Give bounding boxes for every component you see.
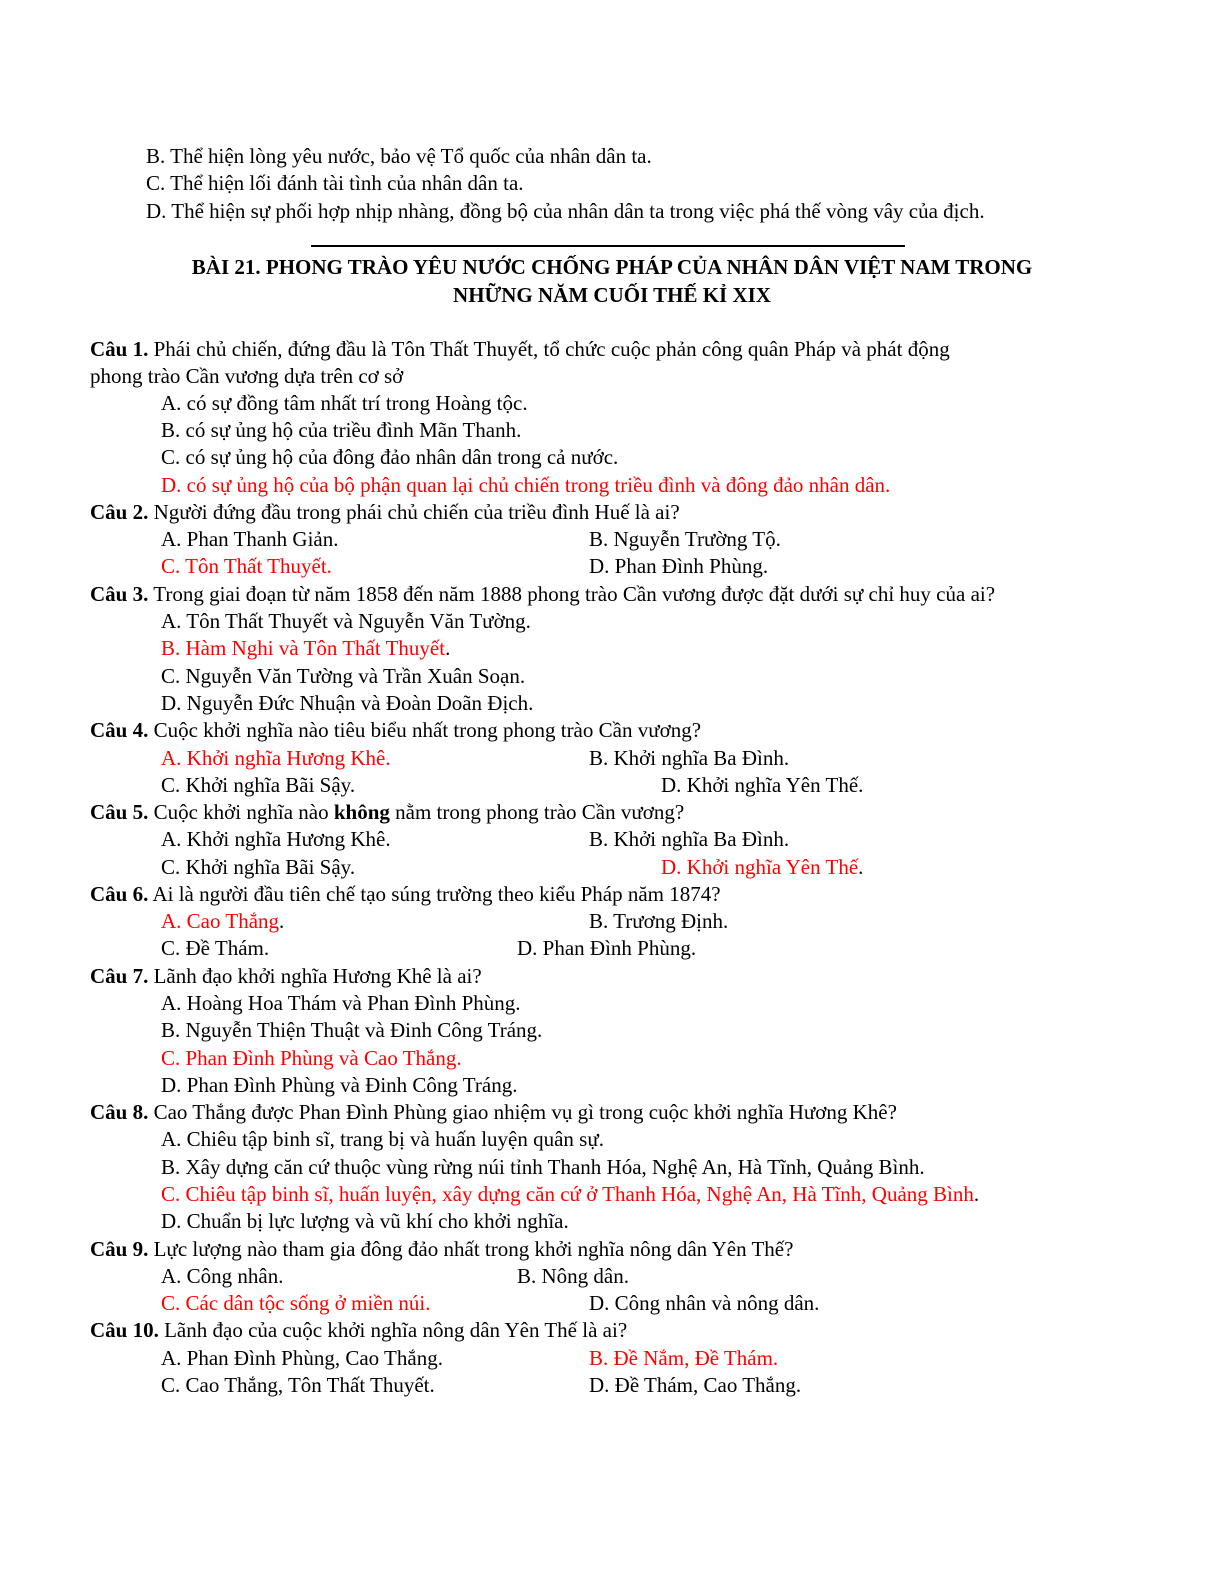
option: C. có sự ủng hộ của đông đảo nhân dân trong cả nước. bbox=[161, 445, 619, 469]
trailing-period: . bbox=[445, 636, 451, 660]
question-label: Câu 1. bbox=[90, 337, 149, 361]
question-10 bbox=[90, 1317, 627, 1344]
option: A. Chiêu tập binh sĩ, trang bị và huấn luyện quân sự. bbox=[161, 1127, 604, 1151]
correct-option: B. Hàm Nghi và Tôn Thất Thuyết bbox=[161, 636, 446, 660]
question-text: Lãnh đạo khởi nghĩa Hương Khê là ai? bbox=[148, 964, 482, 988]
option: D. Chuẩn bị lực lượng và vũ khí cho khởi nghĩa. bbox=[161, 1209, 569, 1233]
question-9 bbox=[90, 1236, 793, 1263]
option: D. Phan Đình Phùng và Đinh Công Tráng. bbox=[161, 1073, 518, 1097]
question-text: Cuộc khởi nghĩa nào tiêu biểu nhất trong phong trào Cần vương? bbox=[148, 718, 702, 742]
option: C. Nguyễn Văn Tường và Trần Xuân Soạn. bbox=[161, 664, 526, 688]
section-divider bbox=[311, 245, 905, 247]
question-text: Người đứng đầu trong phái chủ chiến của triều đình Huế là ai? bbox=[148, 500, 680, 524]
option: D. Đề Thám, Cao Thắng. bbox=[589, 1373, 802, 1397]
question-2 bbox=[90, 499, 680, 526]
question-text: Phái chủ chiến, đứng đầu là Tôn Thất Thuyết, tổ chức cuộc phản công quân Pháp và phát động bbox=[148, 337, 950, 361]
option: B. Xây dựng căn cứ thuộc vùng rừng núi tỉnh Thanh Hóa, Nghệ An, Hà Tĩnh, Quảng Bình. bbox=[161, 1155, 925, 1179]
question-1 bbox=[90, 336, 950, 363]
question-text: Trong giai đoạn từ năm 1858 đến năm 1888 phong trào Cần vương được đặt dưới sự chỉ huy của ai? bbox=[148, 582, 996, 606]
option: B. Nguyễn Trường Tộ. bbox=[589, 527, 781, 551]
correct-option: D. có sự ủng hộ của bộ phận quan lại chủ chiến trong triều đình và đông đảo nhân dân. bbox=[161, 473, 891, 497]
option: C. Khởi nghĩa Bãi Sậy. bbox=[161, 773, 356, 797]
question-text: Ai là người đầu tiên chế tạo súng trường theo kiểu Pháp năm 1874? bbox=[148, 882, 721, 906]
intro-option-c: C. Thể hiện lối đánh tài tình của nhân dân ta. bbox=[146, 171, 524, 195]
question-label: Câu 6. bbox=[90, 882, 149, 906]
option: B. Nông dân. bbox=[517, 1264, 629, 1288]
question-label: Câu 5. bbox=[90, 800, 149, 824]
correct-option-line bbox=[661, 854, 863, 881]
option: A. Phan Thanh Giản. bbox=[161, 527, 339, 551]
trailing-period: . bbox=[973, 1182, 980, 1206]
option: B. Trương Định. bbox=[589, 909, 729, 933]
question-4 bbox=[90, 717, 701, 744]
question-label: Câu 9. bbox=[90, 1237, 149, 1261]
correct-option-line bbox=[161, 1181, 979, 1208]
option: D. Công nhân và nông dân. bbox=[589, 1291, 820, 1315]
correct-option: A. Khởi nghĩa Hương Khê. bbox=[161, 746, 391, 770]
correct-option: B. Đề Nắm, Đề Thám. bbox=[589, 1346, 779, 1370]
correct-option: C. Các dân tộc sống ở miền núi. bbox=[161, 1291, 431, 1315]
question-text: Lãnh đạo của cuộc khởi nghĩa nông dân Yên Thế là ai? bbox=[158, 1318, 628, 1342]
option: C. Cao Thắng, Tôn Thất Thuyết. bbox=[161, 1373, 435, 1397]
option: D. Nguyễn Đức Nhuận và Đoàn Doãn Địch. bbox=[161, 691, 534, 715]
option: D. Phan Đình Phùng. bbox=[517, 936, 697, 960]
option: B. Khởi nghĩa Ba Đình. bbox=[589, 827, 790, 851]
question-label: Câu 8. bbox=[90, 1100, 149, 1124]
trailing-period: . bbox=[279, 909, 285, 933]
correct-option: C. Chiêu tập binh sĩ, huấn luyện, xây dựng căn cứ ở Thanh Hóa, Nghệ An, Hà Tĩnh, Quảng Bình bbox=[161, 1182, 974, 1206]
correct-option: A. Cao Thắng bbox=[161, 909, 280, 933]
option: A. Phan Đình Phùng, Cao Thắng. bbox=[161, 1346, 443, 1370]
question-text: Lực lượng nào tham gia đông đảo nhất trong khởi nghĩa nông dân Yên Thế? bbox=[148, 1237, 794, 1261]
correct-option: D. Khởi nghĩa Yên Thế bbox=[661, 855, 859, 879]
question-text: Cuộc khởi nghĩa nào bbox=[148, 800, 334, 824]
lesson-title-line-1: BÀI 21. PHONG TRÀO YÊU NƯỚC CHỐNG PHÁP CỦA NHÂN DÂN VIỆT NAM TRONG bbox=[191, 255, 1033, 279]
correct-option: C. Tôn Thất Thuyết. bbox=[161, 554, 332, 578]
question-8 bbox=[90, 1099, 897, 1126]
question-text: Cao Thắng được Phan Đình Phùng giao nhiệm vụ gì trong cuộc khởi nghĩa Hương Khê? bbox=[148, 1100, 897, 1124]
option: B. Nguyễn Thiện Thuật và Đinh Công Tráng. bbox=[161, 1018, 543, 1042]
option: C. Đề Thám. bbox=[161, 936, 270, 960]
option: D. Khởi nghĩa Yên Thế. bbox=[661, 773, 864, 797]
option: B. Khởi nghĩa Ba Đình. bbox=[589, 746, 790, 770]
question-6 bbox=[90, 881, 721, 908]
correct-option-line bbox=[161, 908, 284, 935]
question-5 bbox=[90, 799, 684, 826]
intro-option-b: B. Thể hiện lòng yêu nước, bảo vệ Tổ quốc của nhân dân ta. bbox=[146, 144, 652, 168]
question-label: Câu 2. bbox=[90, 500, 149, 524]
trailing-period: . bbox=[858, 855, 864, 879]
correct-option: C. Phan Đình Phùng và Cao Thắng. bbox=[161, 1046, 462, 1070]
option: A. Công nhân. bbox=[161, 1264, 284, 1288]
question-label: Câu 10. bbox=[90, 1318, 159, 1342]
option: A. có sự đồng tâm nhất trí trong Hoàng tộc. bbox=[161, 391, 528, 415]
correct-option-line bbox=[161, 635, 450, 662]
question-label: Câu 7. bbox=[90, 964, 149, 988]
option: A. Hoàng Hoa Thám và Phan Đình Phùng. bbox=[161, 991, 521, 1015]
option: A. Khởi nghĩa Hương Khê. bbox=[161, 827, 391, 851]
question-label: Câu 4. bbox=[90, 718, 149, 742]
question-7 bbox=[90, 963, 482, 990]
question-3 bbox=[90, 581, 995, 608]
option: A. Tôn Thất Thuyết và Nguyễn Văn Tường. bbox=[161, 609, 531, 633]
option: B. có sự ủng hộ của triều đình Mãn Thanh. bbox=[161, 418, 522, 442]
option: C. Khởi nghĩa Bãi Sậy. bbox=[161, 855, 356, 879]
question-text-end: nằm trong phong trào Cần vương? bbox=[389, 800, 685, 824]
question-1-continuation: phong trào Cần vương dựa trên cơ sở bbox=[90, 364, 404, 388]
option: D. Phan Đình Phùng. bbox=[589, 554, 769, 578]
intro-option-d: D. Thể hiện sự phối hợp nhịp nhàng, đồng bộ của nhân dân ta trong việc phá thế vòng vây của địch. bbox=[146, 199, 985, 223]
question-emphasis: không bbox=[333, 800, 390, 824]
question-label: Câu 3. bbox=[90, 582, 149, 606]
lesson-title-line-2: NHỮNG NĂM CUỐI THẾ KỈ XIX bbox=[453, 283, 771, 307]
